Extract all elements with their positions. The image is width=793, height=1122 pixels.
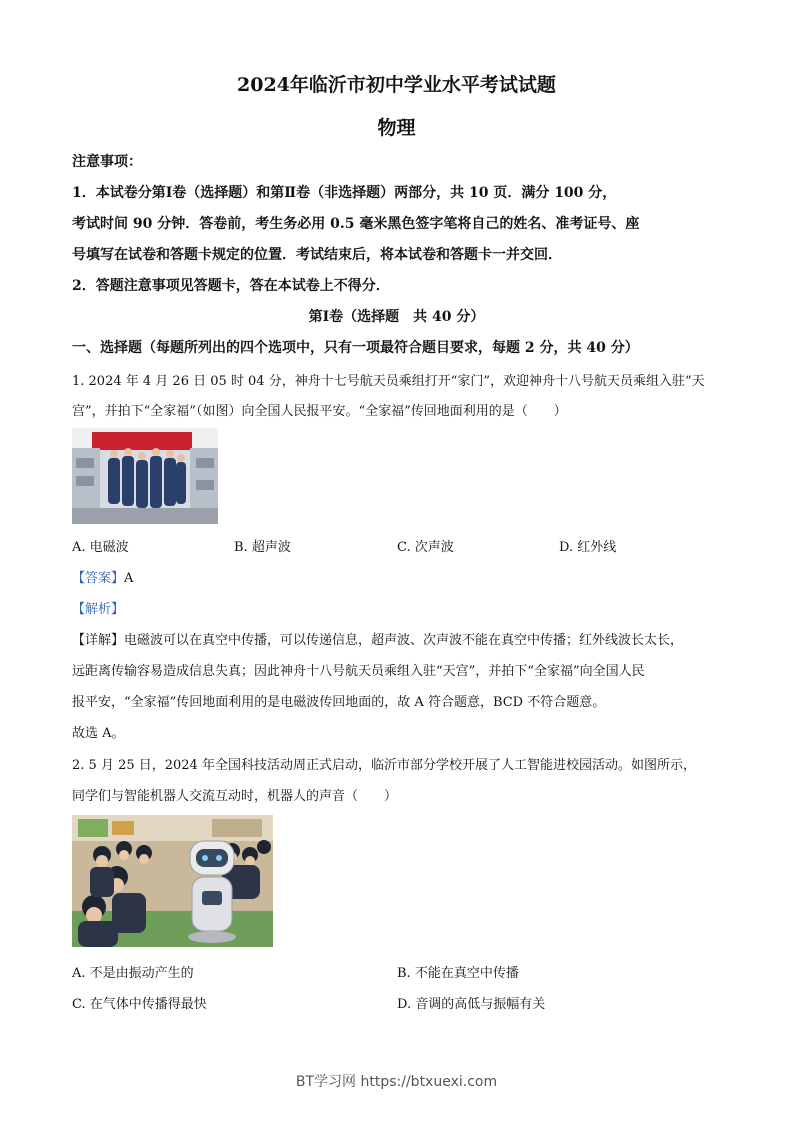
section-heading: 一、选择题（每题所列出的四个选项中，只有一项最符合题目要求，每题 2 分，共 40 分） bbox=[72, 340, 639, 356]
answer-label: 【答案】 bbox=[72, 571, 125, 586]
q1-option-b: B. 超声波 bbox=[234, 540, 291, 555]
notice-line-4: 2．答题注意事项见答题卡，答在本试卷上不得分． bbox=[72, 278, 390, 294]
q2-stem-line-2: 同学们与智能机器人交流互动时，机器人的声音（ ） bbox=[72, 789, 398, 804]
q1-detail-line-3: 报平安，“全家福”传回地面利用的是电磁波传回地面的，故 A 符合题意，BCD 不符合题意。 bbox=[72, 695, 606, 710]
detail-text-1: 电磁波可以在真空中传播，可以传递信息，超声波、次声波不能在真空中传播；红外线波长太长， bbox=[124, 633, 684, 648]
notice-line-1: 1．本试卷分第Ⅰ卷（选择题）和第Ⅱ卷（非选择题）两部分，共 10 页．满分 100 分， bbox=[72, 185, 617, 201]
q2-option-b: B. 不能在真空中传播 bbox=[397, 966, 519, 981]
q1-option-c: C. 次声波 bbox=[397, 540, 454, 555]
q1-stem-line-1: 1. 2024 年 4 月 26 日 05 时 04 分，神舟十七号航天员乘组打开“家门”，欢迎神舟十八号航天员乘组入驻“天 bbox=[72, 374, 705, 389]
detail-label: 【详解】 bbox=[72, 633, 125, 648]
q2-option-c: C. 在气体中传播得最快 bbox=[72, 997, 207, 1012]
q1-answer bbox=[72, 567, 133, 586]
notice-line-2: 考试时间 90 分钟．答卷前，考生务必用 0.5 毫米黑色签字笔将自己的姓名、准考证号、座 bbox=[72, 216, 640, 232]
robot-classroom-photo bbox=[72, 815, 273, 947]
q1-conclusion: 故选 A。 bbox=[72, 726, 125, 741]
q2-option-a: A. 不是由振动产生的 bbox=[72, 966, 194, 981]
subject-title: 物理 bbox=[377, 117, 416, 139]
q1-option-a: A. 电磁波 bbox=[72, 540, 129, 555]
q1-detail-line-1 bbox=[72, 629, 683, 648]
q2-stem-line-1: 2. 5 月 25 日，2024 年全国科技活动周正式启动，临沂市部分学校开展了人工智能进校园活动。如图所示， bbox=[72, 758, 696, 773]
part-title: 第Ⅰ卷（选择题 共 40 分） bbox=[308, 309, 485, 325]
q1-stem-line-2: 宫”，并拍下“全家福”（如图）向全国人民报平安。“全家福”传回地面利用的是（ ） bbox=[72, 404, 567, 419]
q1-detail-line-2: 远距离传输容易造成信息失真；因此神舟十八号航天员乘组入驻“天宫”，并拍下“全家福”向全国人民 bbox=[72, 664, 645, 679]
analysis-label: 【解析】 bbox=[72, 602, 125, 617]
q1-option-d: D. 红外线 bbox=[559, 540, 617, 555]
notice-heading: 注意事项： bbox=[72, 154, 142, 170]
footer-watermark: BT学习网 https://btxuexi.com bbox=[295, 1074, 498, 1090]
exam-title: 2024年临沂市初中学业水平考试试题 bbox=[237, 74, 556, 96]
astronauts-photo bbox=[72, 428, 218, 524]
q2-option-d: D. 音调的高低与振幅有关 bbox=[397, 997, 546, 1012]
notice-line-3: 号填写在试卷和答题卡规定的位置．考试结束后，将本试卷和答题卡一并交回． bbox=[72, 247, 562, 263]
answer-value: A bbox=[124, 571, 134, 586]
